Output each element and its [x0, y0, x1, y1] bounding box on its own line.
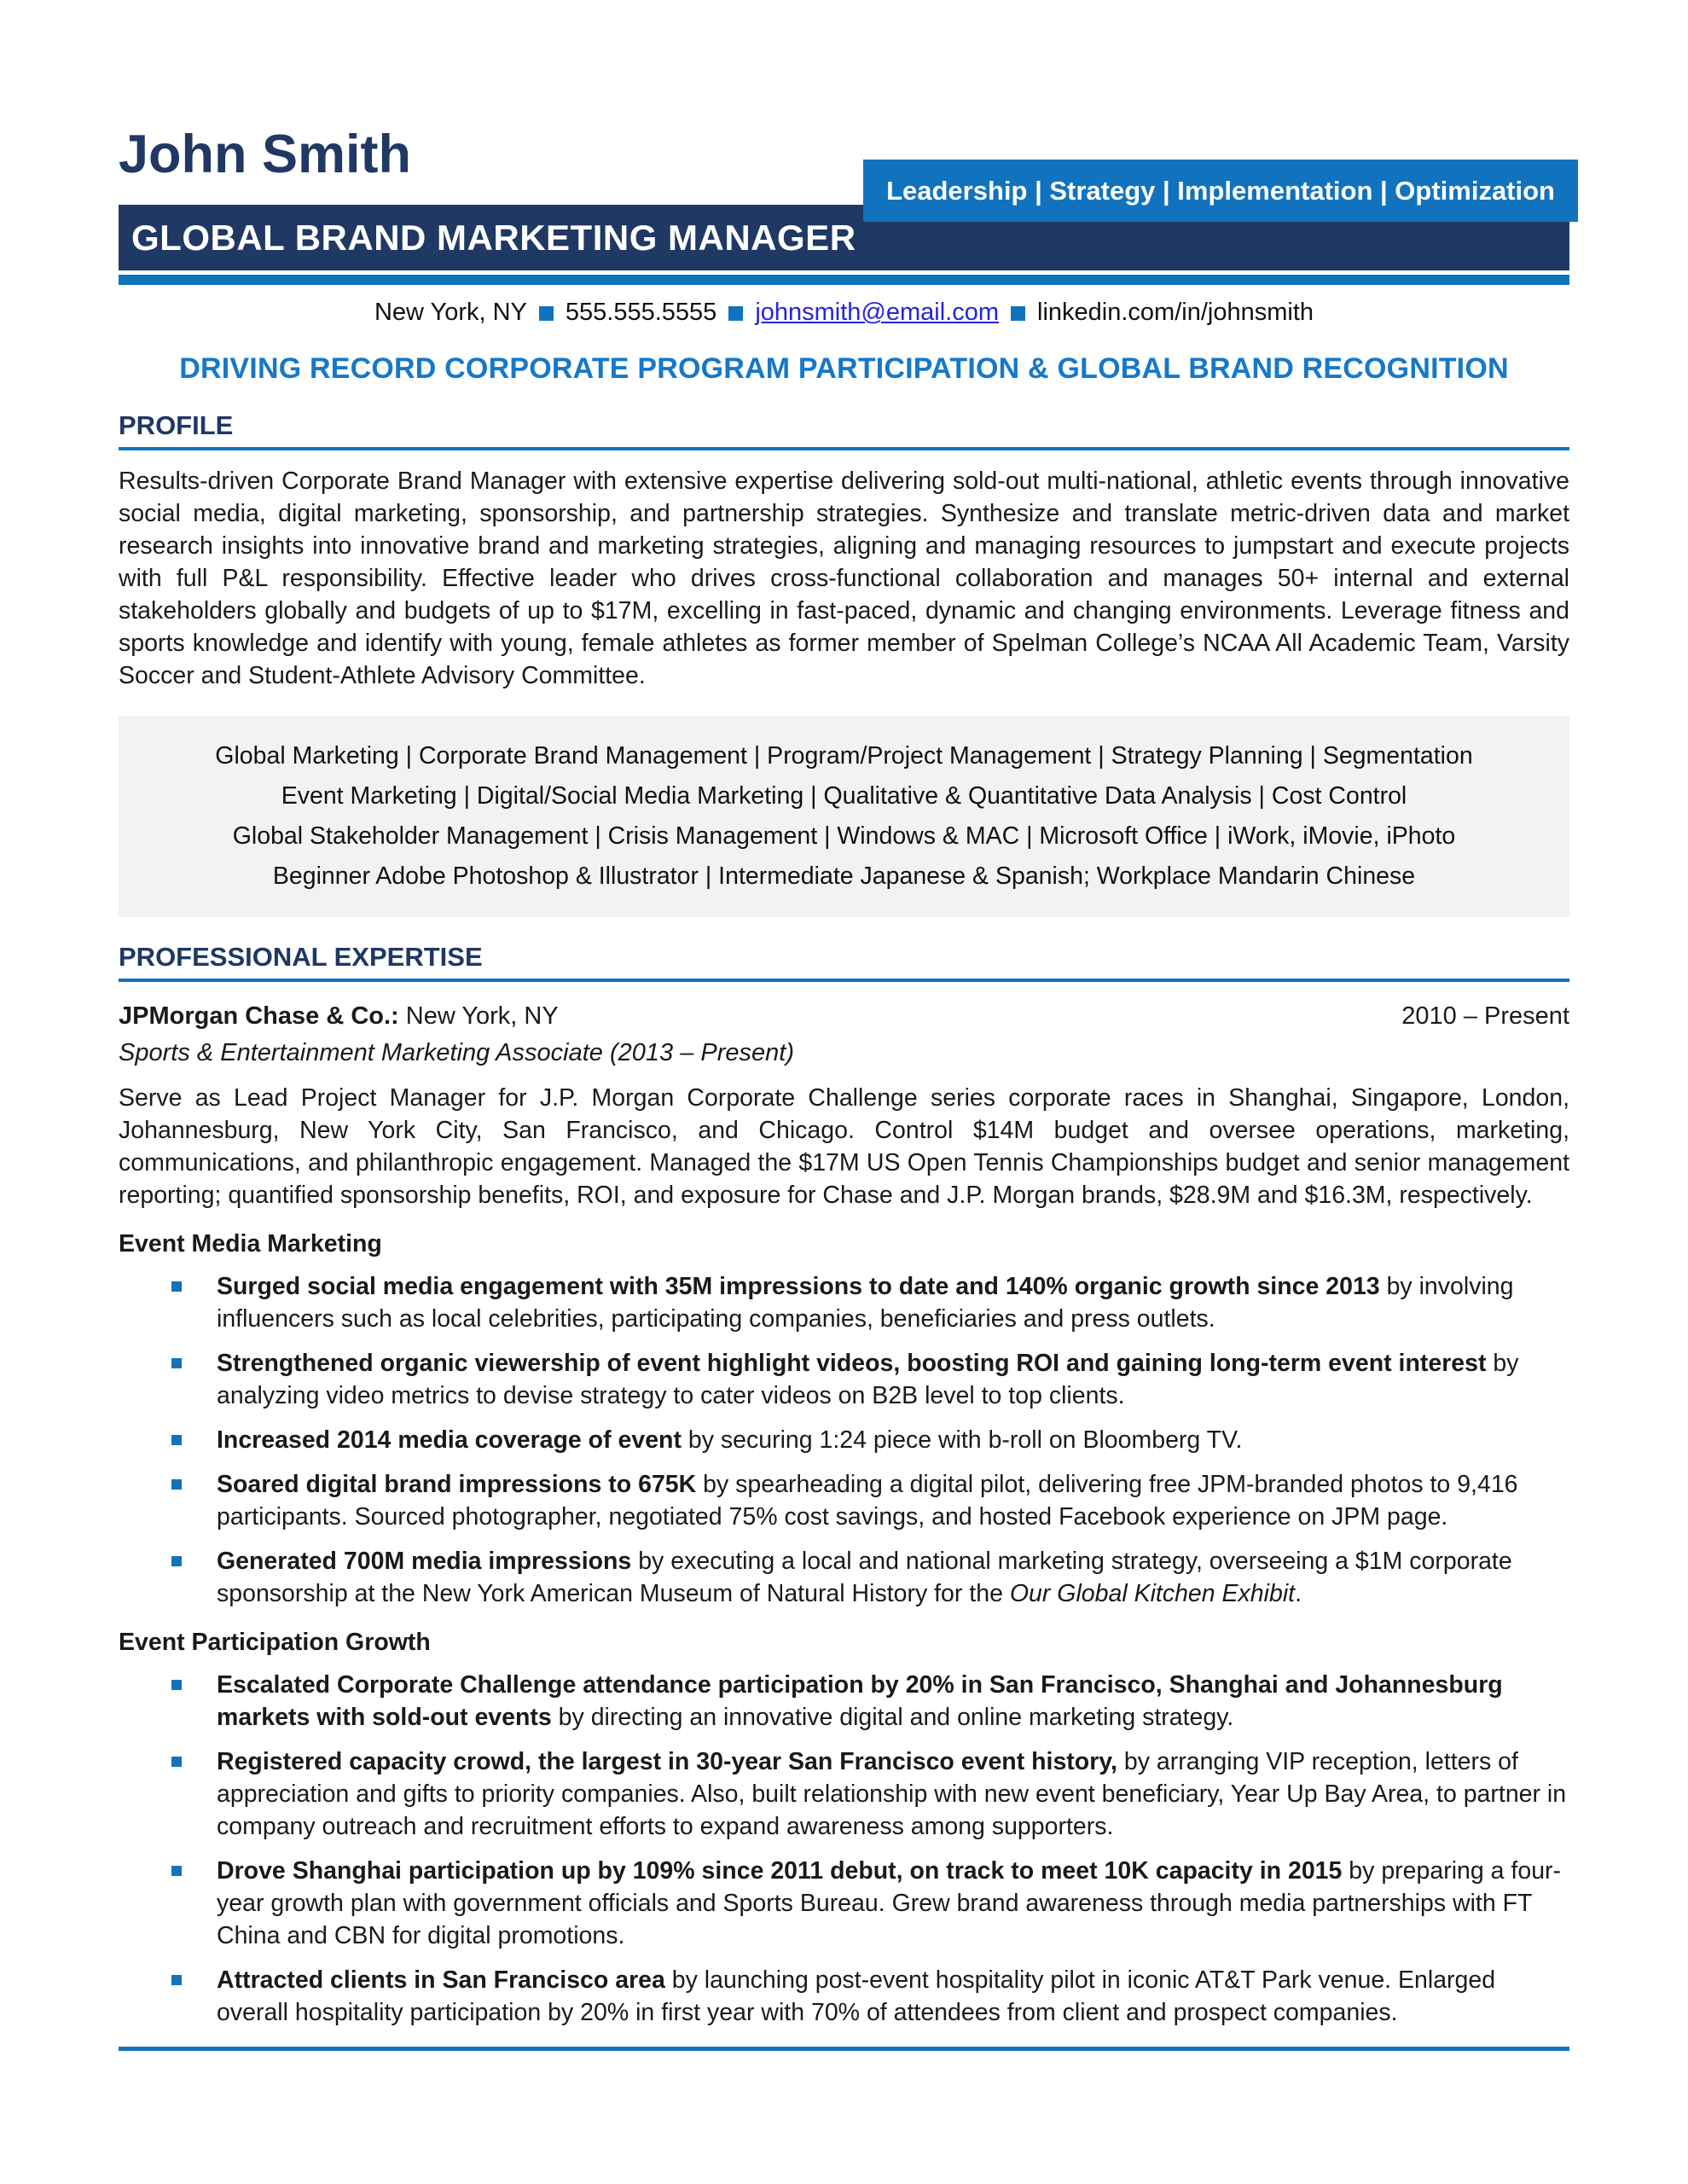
- bullet-text: Registered capacity crowd, the largest in 30-year San Francisco event history, by arranging VIP reception, letters of appreciation and gifts to priority companies. Also, built relationship with new event beneficiary, Year Up Bay Area, to partner in company outreach and recruitment efforts to expand awareness among supporters.: [217, 1748, 1567, 1841]
- skills-line: Global Stakeholder Management | Crisis Management | Windows & MAC | Microsoft Office | iWork, iMovie, iPhoto: [232, 822, 1456, 851]
- section-divider-rule: [119, 979, 1569, 982]
- experience-groups: [119, 1230, 1569, 2029]
- bullet-text: Increased 2014 media coverage of event by securing 1:24 piece with b-roll on Bloomberg TV.: [217, 1426, 1243, 1455]
- bullet-text: Drove Shanghai participation up by 109% since 2011 debut, on track to meet 10K capacity in 2015 by preparing a four-year growth plan with government officials and Sports Bureau. Grew brand awareness through media partnerships with FT China and CBN for digital promotions.: [217, 1857, 1562, 1950]
- title-bar-accent-rule: [119, 275, 1569, 285]
- profile-section: [119, 411, 1569, 917]
- bullet-square-icon: [171, 1435, 182, 1445]
- separator-square-icon: [539, 306, 554, 321]
- bullet-item: [119, 1424, 1569, 1456]
- company-name: JPMorgan Chase & Co.:: [119, 1002, 399, 1031]
- bullet-text: Generated 700M media impressions by executing a local and national marketing strategy, overseeing a $1M corporate sponsorship at the New York American Museum of Natural History for the Our Global Kitchen Exhibit.: [217, 1548, 1512, 1608]
- contact-row: [119, 299, 1569, 327]
- bullet-square-icon: [171, 1866, 182, 1876]
- bullet-item: [119, 1745, 1569, 1843]
- bullet-square-icon: [171, 1757, 182, 1767]
- role-summary: Serve as Lead Project Manager for J.P. Morgan Corporate Challenge series corporate races in Shanghai, Singapore, London, Johannesburg, New York City, San Francisco, and Chicago. Control $14M budget and oversee operations, marketing, communications, and philanthropic engagement. Managed the $17M US Open Tennis Championships budget and senior management reporting; quantified sponsorship benefits, ROI, and exposure for Chase and J.P. Morgan brands, $28.9M and $16.3M, respectively.: [119, 1084, 1569, 1210]
- bullet-text: Escalated Corporate Challenge attendance participation by 20% in San Francisco, Shanghai and Johannesburg markets with sold-out events by directing an innovative digital and online marketing strategy.: [217, 1671, 1503, 1732]
- company-line: [119, 1002, 559, 1031]
- separator-square-icon: [728, 306, 743, 321]
- profile-heading: PROFILE: [119, 410, 234, 440]
- footer-rule: [119, 2047, 1569, 2051]
- experience-section: [119, 943, 1569, 2029]
- role-title: Sports & Entertainment Marketing Associate (2013 – Present): [119, 1039, 794, 1067]
- bullet-text: Strengthened organic viewership of event highlight videos, boosting ROI and gaining long-term event interest by analyzing video metrics to devise strategy to cater videos on B2B level to top clients.: [217, 1350, 1519, 1410]
- header: [119, 125, 1569, 386]
- bullet-item: [119, 1545, 1569, 1610]
- experience-heading: PROFESSIONAL EXPERTISE: [119, 942, 483, 973]
- bullet-item: [119, 1855, 1569, 1952]
- contact-email-link[interactable]: johnsmith@email.com: [755, 299, 1000, 326]
- skills-line: Beginner Adobe Photoshop & Illustrator | Intermediate Japanese & Spanish; Workplace Mandarin Chinese: [272, 863, 1416, 891]
- branding-headline: DRIVING RECORD CORPORATE PROGRAM PARTICIPATION & GLOBAL BRAND RECOGNITION: [179, 352, 1509, 385]
- contact-location: New York, NY: [374, 299, 527, 326]
- job-header-row: [119, 1002, 1569, 1031]
- contact-linkedin: linkedin.com/in/johnsmith: [1037, 299, 1314, 326]
- skills-line: Global Marketing | Corporate Brand Management | Program/Project Management | Strategy Planning | Segmentation: [215, 742, 1473, 770]
- bullet-item: [119, 1270, 1569, 1335]
- bullet-square-icon: [171, 1975, 182, 1985]
- skills-line: Event Marketing | Digital/Social Media Marketing | Qualitative & Quantitative Data Analysis | Cost Control: [281, 782, 1407, 810]
- bullet-group-title: Event Media Marketing: [119, 1230, 382, 1258]
- bullet-square-icon: [171, 1281, 182, 1292]
- job-title-bar: GLOBAL BRAND MARKETING MANAGER: [119, 205, 1569, 270]
- bullet-square-icon: [171, 1358, 182, 1368]
- company-location: New York, NY: [398, 1002, 559, 1031]
- tagline-banner: Leadership | Strategy | Implementation | Optimization: [863, 160, 1578, 222]
- bullet-square-icon: [171, 1479, 182, 1490]
- contact-phone: 555.555.5555: [565, 299, 717, 326]
- bullet-item: [119, 1347, 1569, 1412]
- bullet-item: [119, 1964, 1569, 2029]
- bullet-text: Attracted clients in San Francisco area by launching post-event hospitality pilot in iconic AT&T Park venue. Enlarged overall hospitality participation by 20% in first year with 70% of attendees from client and prospect companies.: [217, 1966, 1496, 2027]
- bullet-group-title: Event Participation Growth: [119, 1629, 431, 1657]
- skills-box: [119, 716, 1569, 917]
- bullet-square-icon: [171, 1556, 182, 1566]
- separator-square-icon: [1011, 306, 1025, 321]
- person-name: John Smith: [119, 125, 411, 184]
- bullet-text: Surged social media engagement with 35M impressions to date and 140% organic growth since 2013 by involving influencers such as local celebrities, participating companies, beneficiaries and press outlets.: [217, 1273, 1514, 1333]
- bullet-square-icon: [171, 1680, 182, 1690]
- section-divider-rule: [119, 447, 1569, 450]
- bullet-item: [119, 1468, 1569, 1533]
- bullet-text: Soared digital brand impressions to 675K by spearheading a digital pilot, delivering free JPM-branded photos to 9,416 participants. Sourced photographer, negotiated 75% cost savings, and hosted Facebook experience on JPM page.: [217, 1471, 1518, 1531]
- employment-dates: 2010 – Present: [1401, 1002, 1569, 1031]
- bullet-item: [119, 1669, 1569, 1734]
- profile-body: Results-driven Corporate Brand Manager with extensive expertise delivering sold-out multi-national, athletic events through innovative social media, digital marketing, sponsorship, and partnership strategies. Synthesize and translate metric-driven data and market research insights into innovative brand and marketing strategies, aligning and managing resources to jumpstart and execute projects with full P&L responsibility. Effective leader who drives cross-functional collaboration and manages 50+ internal and external stakeholders globally and budgets of up to $17M, excelling in fast-paced, dynamic and changing environments. Leverage fitness and sports knowledge and identify with young, female athletes as former member of Spelman College’s NCAA All Academic Team, Varsity Soccer and Student-Athlete Advisory Committee.: [119, 468, 1569, 690]
